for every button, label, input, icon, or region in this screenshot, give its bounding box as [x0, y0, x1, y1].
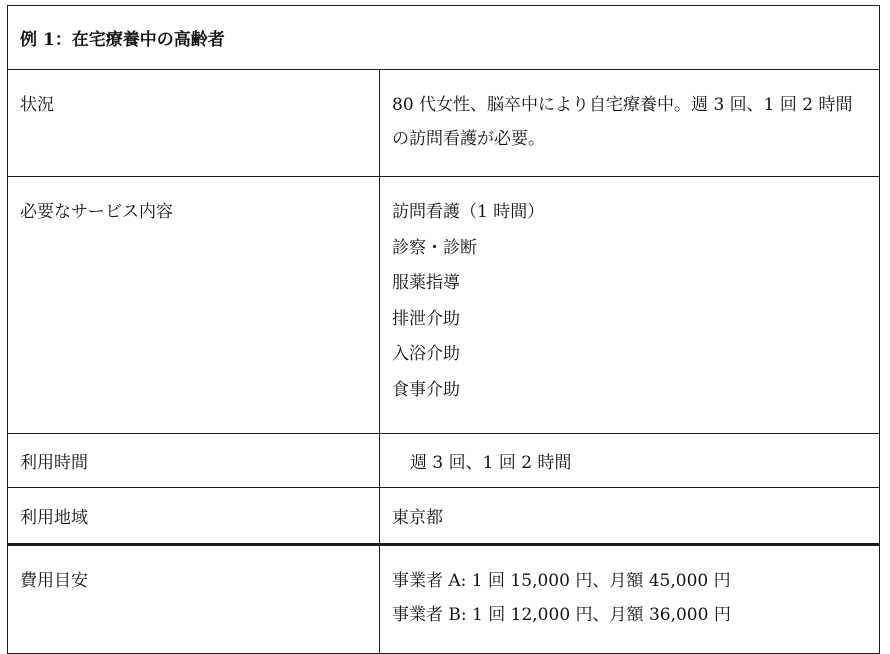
service-item: 診察・診断 — [392, 237, 477, 258]
service-item: 排泄介助 — [392, 308, 460, 329]
row-label: 利用時間 — [8, 434, 380, 488]
table-row-hours — [8, 434, 880, 488]
table-row-cost — [8, 545, 880, 654]
table-title-row — [8, 6, 880, 70]
row-label: 費用目安 — [8, 545, 380, 654]
row-value — [380, 434, 880, 488]
row-value: 80 代女性、脳卒中により自宅療養中。週 3 回、1 回 2 時間の訪問看護が必要。 — [380, 70, 880, 177]
row-label: 必要なサービス内容 — [8, 177, 380, 434]
hours-value: 週 3 回、1 回 2 時間 — [410, 453, 572, 473]
table-row-area — [8, 488, 880, 545]
service-item: 訪問看護（1 時間） — [392, 202, 545, 222]
service-item: 入浴介助 — [392, 344, 460, 364]
row-label: 利用地域 — [8, 488, 380, 545]
service-item: 食事介助 — [392, 379, 460, 400]
table-row-services — [8, 177, 880, 434]
cost-line: 事業者 A: 1 回 15,000 円、月額 45,000 円 — [392, 571, 731, 591]
service-list — [380, 177, 880, 434]
care-example-table — [7, 5, 880, 654]
cost-list — [380, 545, 880, 654]
row-label: 状況 — [8, 70, 380, 177]
service-item: 服薬指導 — [392, 273, 460, 293]
cost-line: 事業者 B: 1 回 12,000 円、月額 36,000 円 — [392, 605, 731, 625]
row-value: 東京都 — [380, 488, 880, 545]
table-title: 例 1：在宅療養中の高齢者 — [8, 6, 880, 70]
table-row-situation — [8, 70, 880, 177]
